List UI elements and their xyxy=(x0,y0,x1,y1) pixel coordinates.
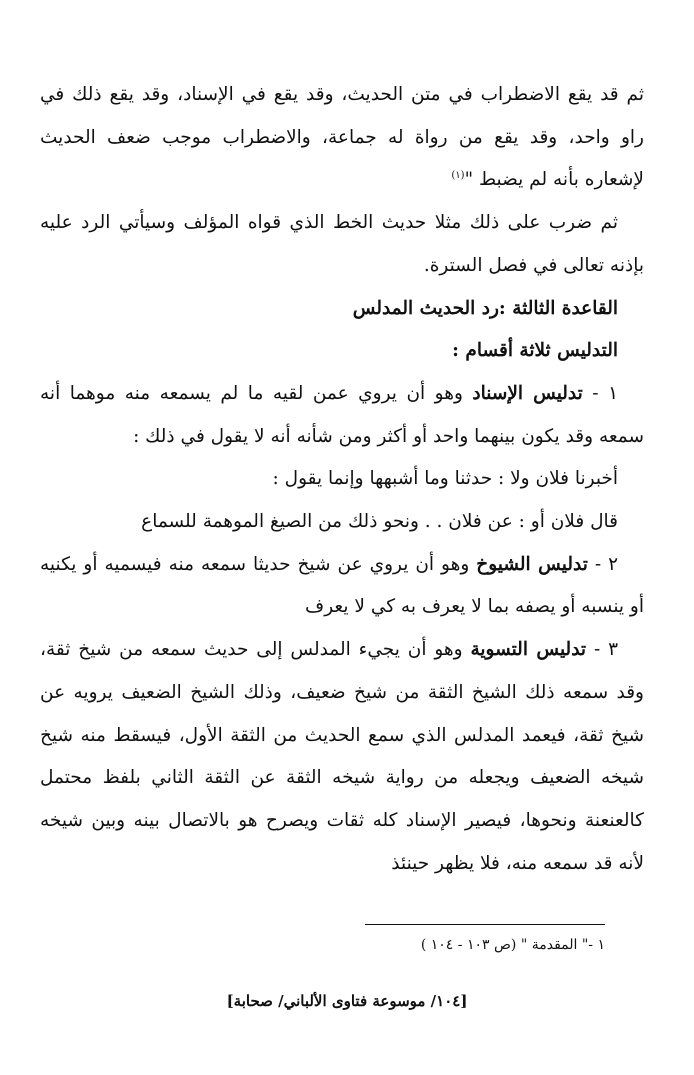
item-1-term: تدليس الإسناد xyxy=(472,382,583,404)
paragraph-1: ثم قد يقع الاضطراب في متن الحديث، وقد يقع في الإسناد، وقد يقع ذلك في راو واحد، وقد يقع من رواة له جماعة، والاضطراب موجب ضعف الحديث لإشعاره بأنه لم يضبط "$^{(١)}$ xyxy=(40,84,644,191)
footnote: ١ -" المقدمة " (ص ١٠٣ - ١٠٤ ) xyxy=(420,937,605,953)
item-3-term: تدليس التسوية xyxy=(470,639,587,661)
footnote-marker: (١) xyxy=(451,170,465,182)
page-footer: [١٠٤/ موسوعة فتاوى الألباني/ صحابة] xyxy=(226,992,468,1010)
list-item-1-line-3: قال فلان أو : عن فلان . . ونحو ذلك من الصيغ الموهمة للسماع xyxy=(141,511,618,533)
section-heading: القاعدة الثالثة :رد الحديث المدلس xyxy=(352,297,618,319)
paragraph-2: ثم ضرب على ذلك مثلا حديث الخط الذي قواه المؤلف وسيأتي الرد عليه بإذنه تعالى في فصل السترة. xyxy=(40,212,644,276)
footnote-divider xyxy=(365,924,605,925)
item-2-term: تدليس الشيوخ xyxy=(476,553,588,575)
list-item-3: ٣ - تدليس التسوية وهو أن يجيء المدلس إلى حديث سمعه من شيخ ثقة، وقد سمعه ذلك الشيخ الثقة من شيخ ضعيف، وذلك الشيخ الضعيف يرويه عن شيخ ثقة، فيعمد المدلس الذي سمع الحديث من الثقة الأول، فيسقط منه شيخ شيخه الضعيف ويجعله من رواية شيخه الثقة عن الثقة الثاني بلفظ محتمل كالعنعنة ونحوها، فيصير الإسناد كله ثقات ويصرح هو بالاتصال بينه وبين شيخه لأنه قد سمعه منه، فلا يظهر حينئذ xyxy=(40,639,644,874)
list-item-2: ٢ - تدليس الشيوخ وهو أن يروي عن شيخ حديثا سمعه منه فيسميه أو يكنيه أو ينسبه أو يصفه بما لا يعرف به كي لا يعرف xyxy=(40,553,644,618)
section-subheading: التدليس ثلاثة أقسام : xyxy=(452,340,618,362)
list-item-1-line-2: أخبرنا فلان ولا : حدثنا وما أشبهها وإنما يقول : xyxy=(272,468,618,490)
main-text xyxy=(40,74,644,885)
list-item-1: ١ - تدليس الإسناد وهو أن يروي عمن لقيه ما لم يسمعه منه موهما أنه سمعه وقد يكون بينهما واحد أو أكثر ومن شأنه أنه لا يقول في ذلك : xyxy=(40,382,644,447)
